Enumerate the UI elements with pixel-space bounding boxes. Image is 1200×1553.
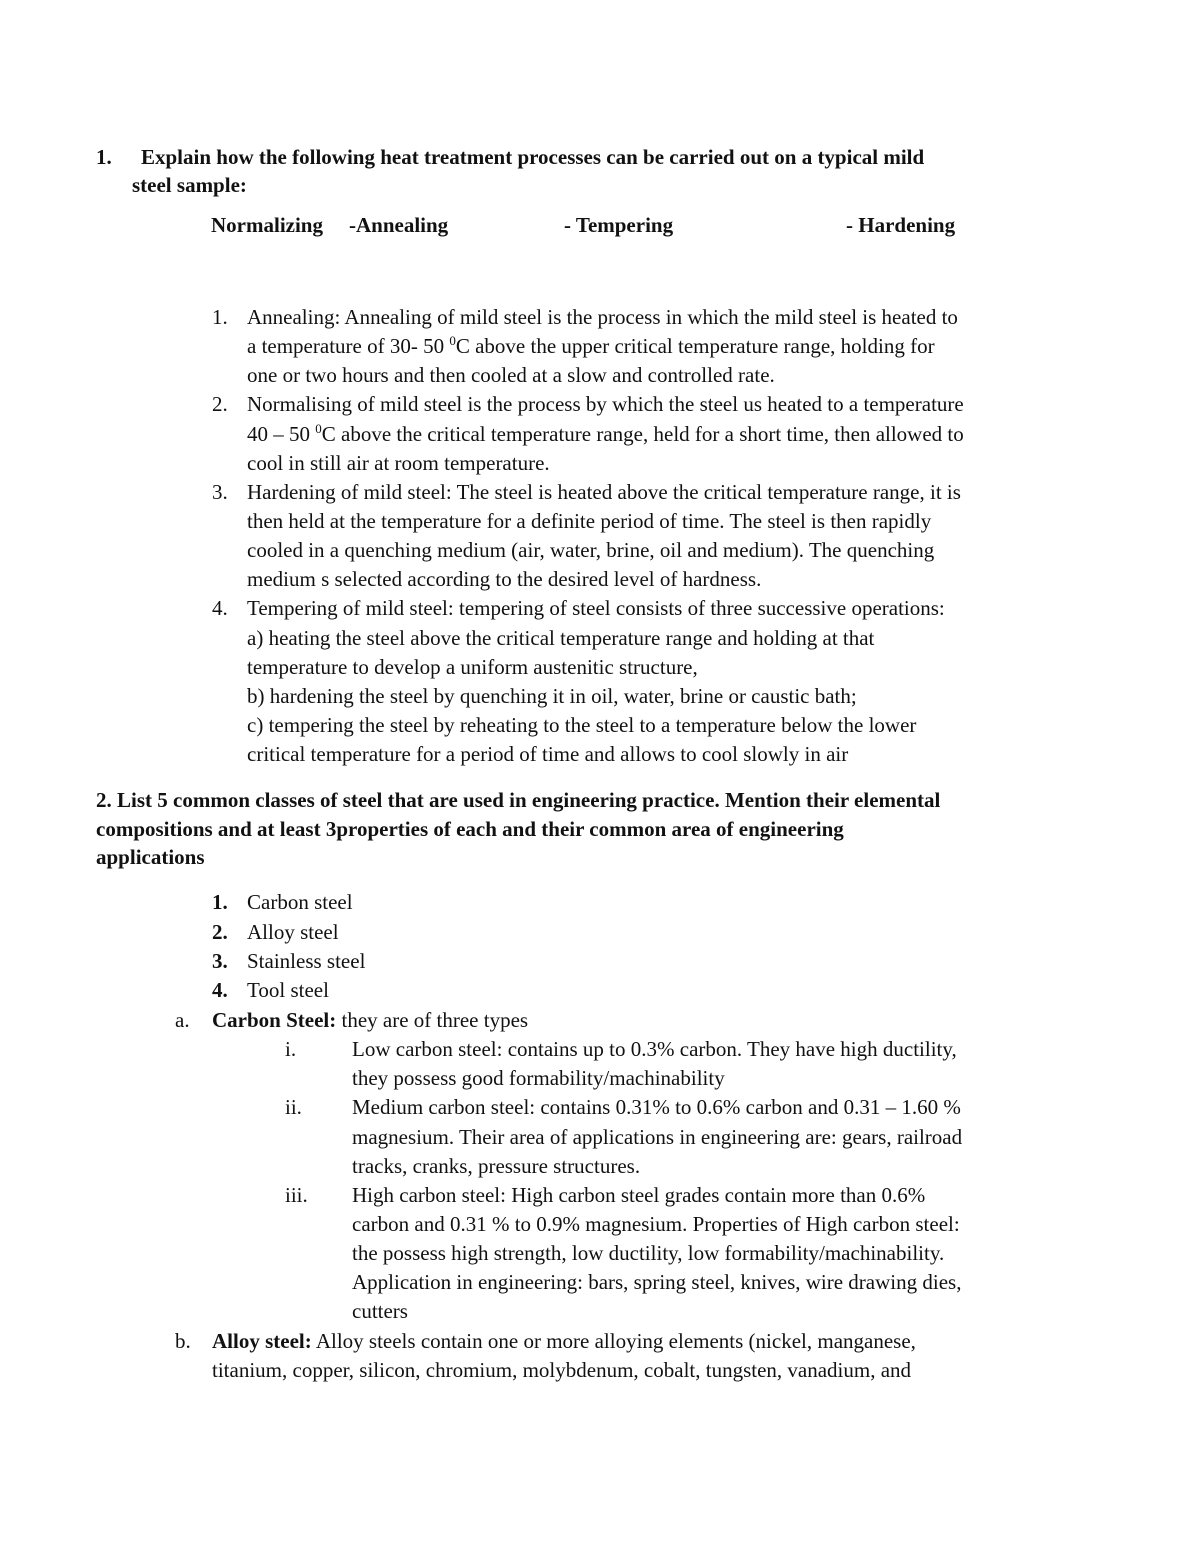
carbon-sub-iii-line-1: High carbon steel: High carbon steel grades contain more than 0.6%	[352, 1183, 926, 1207]
class-2-number: 2.	[212, 920, 228, 944]
answer-item-4-line-4: b) hardening the steel by quenching it in oil, water, brine or caustic bath;	[247, 684, 857, 708]
class-2-label: Alloy steel	[247, 920, 339, 944]
carbon-sub-iii-line-2: carbon and 0.31 % to 0.9% magnesium. Properties of High carbon steel:	[352, 1212, 960, 1236]
class-4-label: Tool steel	[247, 978, 329, 1002]
carbon-sub-i-number: i.	[285, 1037, 297, 1061]
answer-item-2-number: 2.	[212, 392, 228, 416]
degree-superscript: 0	[449, 333, 456, 348]
answer-item-4-line-5: c) tempering the steel by reheating to the steel to a temperature below the lower	[247, 713, 917, 737]
question-1-number: 1.	[96, 145, 112, 169]
answer-item-3-line-2: then held at the temperature for a definite period of time. The steel is then rapidly	[247, 509, 932, 533]
carbon-sub-i-line-2: they possess good formability/machinability	[352, 1066, 725, 1090]
process-normalizing: Normalizing	[211, 213, 323, 237]
answer-item-4-line-3: temperature to develop a uniform austenitic structure,	[247, 655, 698, 679]
answer-item-4-line-6: critical temperature for a period of time and allows to cool slowly in air	[247, 742, 849, 766]
class-1-label: Carbon steel	[247, 890, 353, 914]
class-3-number: 3.	[212, 949, 228, 973]
degree-superscript: 0	[315, 421, 322, 436]
section-b-letter: b.	[175, 1329, 191, 1353]
answer-item-2-line-3: cool in still air at room temperature.	[247, 451, 550, 475]
answer-item-3-line-3: cooled in a quenching medium (air, water, brine, oil and medium). The quenching	[247, 538, 935, 562]
process-annealing: -Annealing	[349, 213, 449, 237]
carbon-sub-iii-line-4: Application in engineering: bars, spring steel, knives, wire drawing dies,	[352, 1270, 962, 1294]
carbon-sub-iii-line-5: cutters	[352, 1299, 408, 1323]
question-2-line-3: applications	[96, 845, 205, 869]
class-4-number: 4.	[212, 978, 228, 1002]
process-hardening: - Hardening	[846, 213, 956, 237]
answer-item-3-line-1: Hardening of mild steel: The steel is heated above the critical temperature range, it is	[247, 480, 961, 504]
answer-item-4-line-2: a) heating the steel above the critical temperature range and holding at that	[247, 626, 875, 650]
answer-item-1-line-2: a temperature of 30- 50 $^0$C above the upper critical temperature range, holding for	[247, 333, 935, 358]
carbon-sub-ii-line-1: Medium carbon steel: contains 0.31% to 0.6% carbon and 0.31 – 1.60 %	[352, 1095, 961, 1119]
answer-item-1-line-3: one or two hours and then cooled at a slow and controlled rate.	[247, 363, 775, 387]
question-2-line-1: 2. List 5 common classes of steel that are used in engineering practice. Mention their elemental	[96, 788, 941, 812]
question-1-line-2: steel sample:	[132, 173, 247, 197]
carbon-sub-iii-line-3: the possess high strength, low ductility, low formability/machinability.	[352, 1241, 945, 1265]
answer-item-4-number: 4.	[212, 596, 228, 620]
carbon-sub-ii-line-2: magnesium. Their area of applications in engineering are: gears, railroad	[352, 1125, 963, 1149]
carbon-steel-heading: Carbon Steel: they are of three types	[212, 1008, 529, 1032]
answer-item-4-line-1: Tempering of mild steel: tempering of steel consists of three successive operations:	[247, 596, 945, 620]
carbon-sub-ii-line-3: tracks, cranks, pressure structures.	[352, 1154, 641, 1178]
answer-item-2-line-1: Normalising of mild steel is the process by which the steel us heated to a temperature	[247, 392, 964, 416]
answer-item-3-line-4: medium s selected according to the desired level of hardness.	[247, 567, 762, 591]
answer-item-1-number: 1.	[212, 305, 228, 329]
answer-item-2-line-2: 40 – 50 $^0$C above the critical temperature range, held for a short time, then allowed to	[247, 421, 964, 446]
alloy-steel-line-1: Alloy steel: Alloy steels contain one or more alloying elements (nickel, manganese,	[212, 1329, 916, 1353]
carbon-sub-i-line-1: Low carbon steel: contains up to 0.3% carbon. They have high ductility,	[352, 1037, 957, 1061]
answer-item-1-line-1: Annealing: Annealing of mild steel is the process in which the mild steel is heated to	[247, 305, 958, 329]
process-tempering: - Tempering	[564, 213, 674, 237]
question-1-line-1: Explain how the following heat treatment processes can be carried out on a typical mild	[141, 145, 925, 169]
class-1-number: 1.	[212, 890, 228, 914]
carbon-sub-ii-number: ii.	[285, 1095, 302, 1119]
alloy-steel-line-2: titanium, copper, silicon, chromium, molybdenum, cobalt, tungsten, vanadium, and	[212, 1358, 912, 1382]
class-3-label: Stainless steel	[247, 949, 366, 973]
section-a-letter: a.	[175, 1008, 190, 1032]
answer-item-3-number: 3.	[212, 480, 228, 504]
carbon-sub-iii-number: iii.	[285, 1183, 308, 1207]
question-2-line-2: compositions and at least 3properties of each and their common area of engineering	[96, 817, 844, 841]
